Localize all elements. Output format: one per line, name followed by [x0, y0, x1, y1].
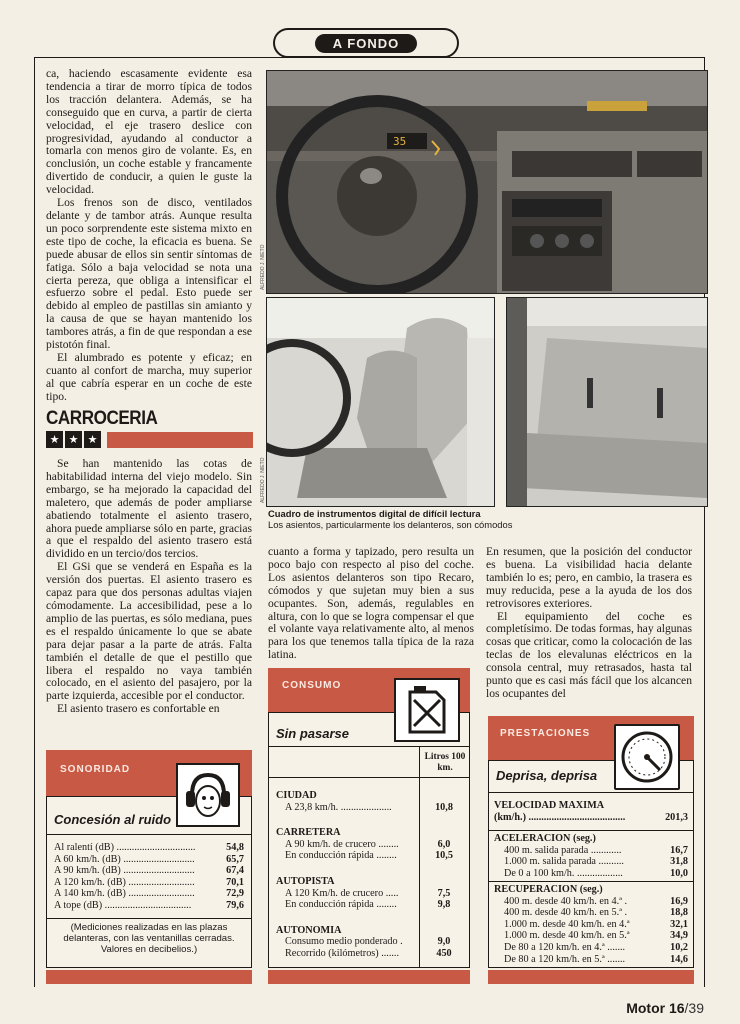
table-row: En conducción rápida ........ 9,8: [285, 899, 451, 911]
page-folio: [626, 1000, 704, 1016]
caption-bold: Cuadro de instrumentos digital de difícil lectura: [268, 508, 481, 519]
magazine-name: Motor 16: [626, 1000, 685, 1016]
ear-protector-icon: [178, 765, 238, 825]
rating-stars: [46, 431, 101, 448]
table-row: 400 m. desde 40 km/h. en 5.ª . 18,8: [504, 907, 688, 919]
paragraph: En resumen, que la posición del conductor es buena. La visibilidad hacia delante también lo es; pero, en cambio, la trasera es muy reducida, pese a la ayuda de los dos retrovisores exteriores.: [486, 545, 692, 610]
section-title: A FONDO: [315, 34, 417, 53]
rec-title: RECUPERACION (seg.): [494, 884, 603, 895]
table-row: A 23,8 km/h. .................... 10,8: [285, 801, 453, 813]
divider: [488, 830, 694, 831]
column-2-text: [268, 546, 474, 662]
consumo-section-title: AUTOPISTA: [276, 875, 335, 887]
consumo-section-title: CIUDAD: [276, 790, 317, 801]
consumo-bottom-bar: [268, 970, 470, 984]
table-row: Al ralentí (dB) ............................... 54,8: [54, 842, 244, 853]
sonoridad-icon: [176, 763, 240, 827]
prestaciones-bottom-bar: [488, 970, 694, 984]
table-row: En conducción rápida ........ 10,5: [285, 850, 453, 862]
prestaciones-table: [494, 800, 688, 823]
paragraph: Los frenos son de disco, ventilados delante y de tambor atrás. Aunque resulta un poco sorprendente este sistema mixto en este tipo de coche, la eficacia es buena. Se puede abusar de ellos sin sentir síntomas de fatiga. Sólo a baja velocidad se nota una cierta pereza, que obliga a intensificar el esfuerzo sobre el pedal. Esto puede ser debido al empleo de pastillas sin amianto y la causa de que se hayan mantenido los tambores atrás, a fin de que respondan a ese pistotón final.: [46, 196, 252, 352]
table-row: A 60 km/h. (dB) ............................ 65,7: [54, 853, 244, 865]
photo-caption: [268, 508, 512, 530]
prestaciones-icon: [614, 724, 680, 790]
table-row: Recorrido (kilómetros) ....... 450: [285, 947, 452, 959]
section-heading: CARROCERIA: [46, 408, 158, 429]
divider: [268, 746, 470, 747]
column-1-text: [46, 68, 252, 404]
table-row: 1.000 m. desde 40 km/h. en 4.ª 32,1: [504, 918, 688, 930]
consumo-icon: [394, 678, 460, 742]
table-row: A 140 km/h. (dB) .......................... 72,9: [54, 888, 244, 900]
divider: [268, 777, 470, 778]
consumo-section-title: AUTONOMIA: [276, 924, 342, 936]
paragraph: cuanto a forma y tapizado, pero resulta un poco bajo con respecto al piso del coche. Los asientos delanteros son tipo Recaro, cómodos y que sujetan muy bien a sus ocupantes. Son, además, regulables en altura, con lo que se logra compensar el que el volante vaya relativamente alto, al menos para los que tenemos talla típica de la raza latina.: [268, 545, 474, 662]
fuel-can-icon: [396, 680, 458, 740]
sonoridad-note: (Mediciones realizadas en las plazas delanteras, con las ventanillas cerradas. Valores en decibelios.): [63, 922, 235, 955]
table-row: A 90 km/h. de crucero ........ 6,0: [285, 838, 451, 850]
divider: [46, 918, 252, 919]
table-row: 1.000 m. salida parada .......... 31,8: [504, 856, 688, 868]
paragraph: Se han mantenido las cotas de habitabilidad interna del viejo modelo. Sin embargo, se ha mejorado la capacidad del maletero, que además de poder ampliarse abatiendo totalmente el asiento trasero, ahora puede ampliarse sólo en parte, gracias a que el respaldo del asiento trasero está dividido en un tercio/dos tercios.: [46, 457, 252, 561]
rear-seats-illustration: [507, 298, 707, 506]
consumo-table: [276, 790, 464, 960]
table-row: De 80 a 120 km/h. en 5.ª ....... 14,6: [504, 953, 688, 965]
column-3-text: [486, 546, 692, 701]
paragraph: El equipamiento del coche es completísimo. De todas formas, hay algunas cosas que criticar, como la colocación de las teclas de los elevalunas eléctricos en la consola central, muy retrasados, hasta tal punto que es casi más fácil que los alcancen los ocupantes del: [486, 609, 692, 700]
consumo-title: Sin pasarse: [276, 726, 349, 741]
page-number: /39: [684, 1000, 704, 1016]
dashboard-photo: [266, 70, 708, 294]
caption-text: Los asientos, particularmente los delanteros, son cómodos: [268, 519, 513, 530]
divider: [488, 881, 694, 882]
paragraph: ca, haciendo escasamente evidente esa tendencia a tirar de morro típica de todos los tracción delantera. Además, se ha conseguido que en curva, a partir de cierta velocidad, el eje trasero deslice con progresividad, ayudando al conductor a tomarla con menos giro de volante. Es, en conclusión, un coche estable y francamente divertido de conducir, a quien le guste la velocidad.: [46, 67, 252, 197]
vmax-title: VELOCIDAD MAXIMA: [494, 800, 605, 811]
dashboard-illustration: [267, 71, 707, 293]
consumo-label: CONSUMO: [282, 680, 342, 691]
section-header: [273, 28, 459, 58]
photo-credit: ALFREDO J. NIETO: [260, 244, 266, 290]
divider: [46, 834, 252, 835]
column-1-text-2: [46, 458, 252, 716]
paragraph: El asiento trasero es confortable en: [57, 702, 220, 716]
table-row: De 0 a 100 km/h. .................. 10,0: [504, 867, 688, 879]
table-row: 1.000 m. desde 40 km/h. en 5.ª 34,9: [504, 930, 688, 942]
front-seats-photo: [266, 297, 495, 507]
paragraph: El GSi que se venderá en España es la versión dos puertas. El asiento trasero es capaz para que dos personas adultas viajen cómodamente. La accesibilidad, pese a lo amplio de las puertas, es sólo mediana, pues es el respaldo únicamente lo que se abate para dejar pasar a la parte de atrás. Falta también el detalle de que el pestillo que libera el respaldo no vaya también colocado, en el asiento del pasajero, por la parte izquierda, accesible por el conductor.: [46, 560, 252, 703]
sonoridad-bottom-bar: [46, 970, 252, 984]
rear-seats-photo: [506, 297, 708, 507]
sonoridad-table: [54, 842, 244, 912]
table-row: 400 m. salida parada ............ 16,7: [504, 844, 688, 856]
star-icon: ★: [84, 431, 101, 448]
front-seats-illustration: [267, 298, 494, 506]
table-row: (km/h.) ...................................... 201,3: [494, 811, 688, 823]
table-row: A 120 km/h. (dB) .......................... 70,1: [54, 876, 244, 888]
heading-bar: [107, 432, 253, 448]
recuperacion-table: [494, 884, 688, 965]
sonoridad-title: Concesión al ruido: [54, 812, 172, 827]
star-icon: ★: [65, 431, 82, 448]
table-row: A 120 Km/h. de crucero ..... 7,5: [285, 887, 451, 899]
star-icon: ★: [46, 431, 63, 448]
photo-credit: ALFREDO J. NIETO: [260, 457, 266, 503]
prestaciones-title: Deprisa, deprisa: [496, 768, 598, 783]
table-row: A tope (dB) .................................. 79,6: [54, 899, 244, 911]
acc-title: ACELERACION (seg.): [494, 833, 596, 844]
aceleracion-table: [494, 833, 688, 879]
paragraph: El alumbrado es potente y eficaz; en cuanto al confort de marcha, muy superior al que cabría esperar en un coche de este tipo.: [46, 350, 252, 403]
table-row: De 80 a 120 km/h. en 4.ª ....... 10,2: [504, 941, 688, 953]
left-rule: [34, 57, 35, 987]
table-row: Consumo medio ponderado . 9,0: [285, 936, 451, 948]
consumo-unit-header: Litros 100 km.: [424, 752, 466, 773]
table-row: A 90 km/h. (dB) ............................ 67,4: [54, 865, 244, 877]
consumo-section-title: CARRETERA: [276, 827, 341, 839]
prestaciones-label: PRESTACIONES: [500, 728, 591, 739]
speedometer-icon: [616, 726, 678, 788]
digital-display: 35: [393, 135, 407, 148]
table-row: 400 m. desde 40 km/h. en 4.ª . 16,9: [504, 895, 688, 907]
divider: [488, 792, 694, 793]
sonoridad-label: SONORIDAD: [60, 764, 131, 775]
